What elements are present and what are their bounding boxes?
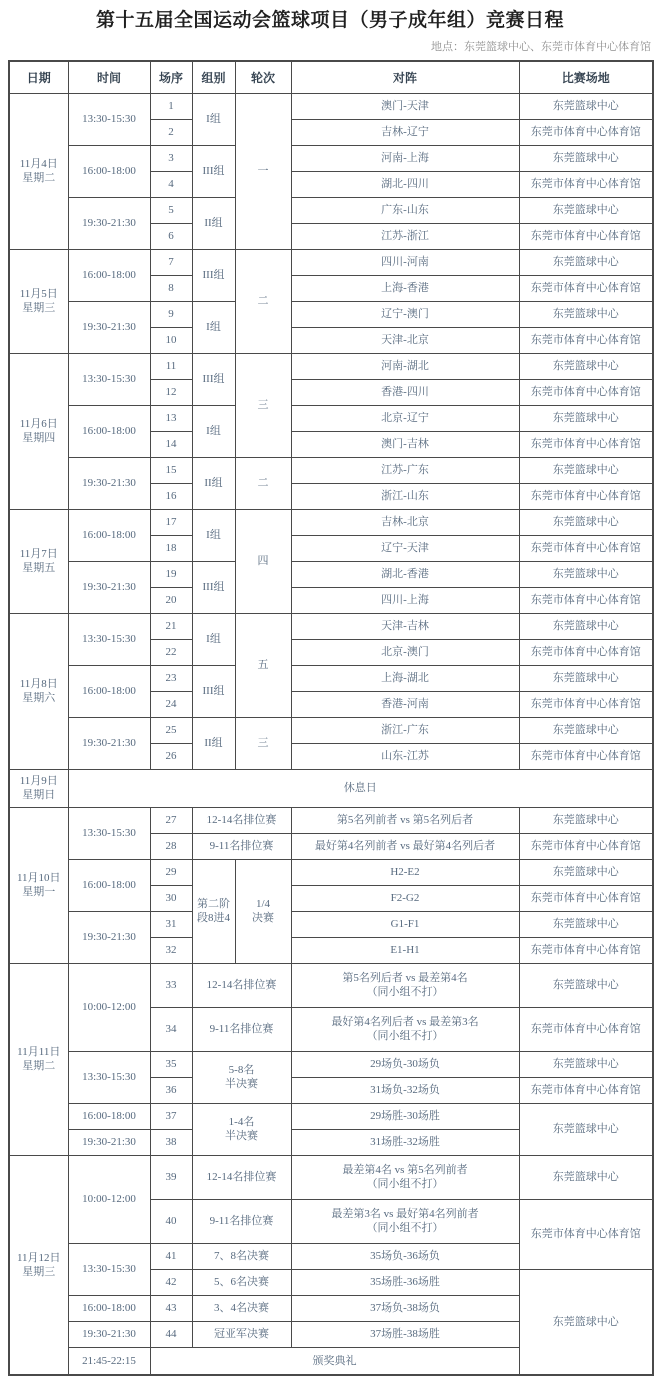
matchup-cell: 上海-香港 — [291, 275, 519, 301]
venue-cell: 东莞市体育中心体育馆 — [519, 483, 653, 509]
group-cell: III组 — [192, 665, 235, 717]
time-cell: 13:30-15:30 — [68, 353, 150, 405]
time-cell: 19:30-21:30 — [68, 1321, 150, 1347]
time-cell: 13:30-15:30 — [68, 613, 150, 665]
match-number-cell: 30 — [150, 885, 192, 911]
matchup-cell: 29场胜-30场胜 — [291, 1103, 519, 1129]
time-cell: 19:30-21:30 — [68, 1129, 150, 1155]
date-cell: 11月7日 星期五 — [9, 509, 68, 613]
venue-cell: 东莞篮球中心 — [519, 963, 653, 1007]
venue-cell: 东莞篮球中心 — [519, 1155, 653, 1199]
time-cell: 16:00-18:00 — [68, 665, 150, 717]
match-number-cell: 10 — [150, 327, 192, 353]
column-header-1: 日期 — [9, 61, 68, 93]
table-row — [9, 457, 653, 483]
time-cell: 16:00-18:00 — [68, 509, 150, 561]
matchup-cell: 湖北-香港 — [291, 561, 519, 587]
time-cell: 10:00-12:00 — [68, 1155, 150, 1243]
match-number-cell: 14 — [150, 431, 192, 457]
group-cell: I组 — [192, 509, 235, 561]
match-number-cell: 31 — [150, 911, 192, 937]
matchup-cell: 最好第4名列后者 vs 最差第3名 （同小组不打） — [291, 1007, 519, 1051]
match-number-cell: 25 — [150, 717, 192, 743]
group-cell: II组 — [192, 197, 235, 249]
table-row — [9, 561, 653, 587]
table-row — [9, 963, 653, 1007]
date-cell: 11月11日 星期二 — [9, 963, 68, 1155]
match-number-cell: 43 — [150, 1295, 192, 1321]
column-header-5: 轮次 — [235, 61, 291, 93]
match-number-cell: 5 — [150, 197, 192, 223]
group-cell: 3、4名决赛 — [192, 1295, 291, 1321]
venue-cell: 东莞篮球中心 — [519, 457, 653, 483]
table-row — [9, 665, 653, 691]
matchup-cell: 最好第4名列前者 vs 最好第4名列后者 — [291, 833, 519, 859]
matchup-cell: G1-F1 — [291, 911, 519, 937]
group-cell: I组 — [192, 405, 235, 457]
group-cell: I组 — [192, 301, 235, 353]
matchup-cell: 河南-湖北 — [291, 353, 519, 379]
table-row — [9, 859, 653, 885]
matchup-cell: E1-H1 — [291, 937, 519, 963]
matchup-cell: 湖北-四川 — [291, 171, 519, 197]
matchup-cell: 吉林-北京 — [291, 509, 519, 535]
table-row — [9, 145, 653, 171]
venue-cell: 东莞市体育中心体育馆 — [519, 431, 653, 457]
table-row — [9, 769, 653, 807]
matchup-cell: 浙江-广东 — [291, 717, 519, 743]
table-row — [9, 405, 653, 431]
group-cell: III组 — [192, 249, 235, 301]
venue-cell: 东莞篮球中心 — [519, 859, 653, 885]
match-number-cell: 38 — [150, 1129, 192, 1155]
match-number-cell: 42 — [150, 1269, 192, 1295]
venue-cell: 东莞篮球中心 — [519, 1103, 653, 1155]
matchup-cell: 最差第4名 vs 第5名列前者 （同小组不打） — [291, 1155, 519, 1199]
table-row — [9, 1051, 653, 1077]
matchup-cell: 山东-江苏 — [291, 743, 519, 769]
match-number-cell: 20 — [150, 587, 192, 613]
venue-cell: 东莞市体育中心体育馆 — [519, 327, 653, 353]
time-cell: 19:30-21:30 — [68, 457, 150, 509]
match-number-cell: 15 — [150, 457, 192, 483]
matchup-cell: 上海-湖北 — [291, 665, 519, 691]
match-number-cell: 28 — [150, 833, 192, 859]
match-number-cell: 12 — [150, 379, 192, 405]
group-cell: 1-4名 半决赛 — [192, 1103, 291, 1155]
matchup-cell: 31场负-32场负 — [291, 1077, 519, 1103]
matchup-cell: 37场负-38场负 — [291, 1295, 519, 1321]
match-number-cell: 33 — [150, 963, 192, 1007]
time-cell: 19:30-21:30 — [68, 561, 150, 613]
table-row — [9, 717, 653, 743]
matchup-cell: 35场胜-36场胜 — [291, 1269, 519, 1295]
time-cell: 19:30-21:30 — [68, 911, 150, 963]
time-cell: 16:00-18:00 — [68, 405, 150, 457]
group-cell: 12-14名排位赛 — [192, 963, 291, 1007]
table-row — [9, 613, 653, 639]
venue-cell: 东莞篮球中心 — [519, 561, 653, 587]
column-header-7: 比赛场地 — [519, 61, 653, 93]
match-number-cell: 1 — [150, 93, 192, 119]
venue-cell: 东莞篮球中心 — [519, 197, 653, 223]
group-cell: III组 — [192, 353, 235, 405]
matchup-cell: 浙江-山东 — [291, 483, 519, 509]
date-cell: 11月6日 星期四 — [9, 353, 68, 509]
time-cell: 16:00-18:00 — [68, 859, 150, 911]
ceremony-cell: 颁奖典礼 — [150, 1347, 519, 1375]
match-number-cell: 19 — [150, 561, 192, 587]
match-number-cell: 37 — [150, 1103, 192, 1129]
table-row — [9, 1103, 653, 1129]
matchup-cell: 河南-上海 — [291, 145, 519, 171]
schedule-table — [8, 60, 654, 1376]
venue-cell: 东莞篮球中心 — [519, 509, 653, 535]
date-cell: 11月12日 星期三 — [9, 1155, 68, 1375]
match-number-cell: 40 — [150, 1199, 192, 1243]
matchup-cell: 吉林-辽宁 — [291, 119, 519, 145]
date-cell: 11月5日 星期三 — [9, 249, 68, 353]
table-row — [9, 353, 653, 379]
group-cell: 9-11名排位赛 — [192, 833, 291, 859]
match-number-cell: 2 — [150, 119, 192, 145]
match-number-cell: 44 — [150, 1321, 192, 1347]
match-number-cell: 26 — [150, 743, 192, 769]
venue-cell: 东莞市体育中心体育馆 — [519, 587, 653, 613]
round-cell: 三 — [235, 353, 291, 457]
match-number-cell: 6 — [150, 223, 192, 249]
matchup-cell: 35场负-36场负 — [291, 1243, 519, 1269]
group-cell: III组 — [192, 145, 235, 197]
matchup-cell: 第5名列前者 vs 第5名列后者 — [291, 807, 519, 833]
matchup-cell: 香港-河南 — [291, 691, 519, 717]
venue-cell: 东莞市体育中心体育馆 — [519, 275, 653, 301]
table-body — [9, 93, 653, 1375]
time-cell: 16:00-18:00 — [68, 1103, 150, 1129]
match-number-cell: 23 — [150, 665, 192, 691]
group-cell: 第二阶段8进4 — [192, 859, 235, 963]
group-cell: 5、6名决赛 — [192, 1269, 291, 1295]
match-number-cell: 36 — [150, 1077, 192, 1103]
time-cell: 13:30-15:30 — [68, 93, 150, 145]
match-number-cell: 11 — [150, 353, 192, 379]
table-row — [9, 93, 653, 119]
group-cell: 9-11名排位赛 — [192, 1007, 291, 1051]
group-cell: 7、8名决赛 — [192, 1243, 291, 1269]
venue-cell: 东莞篮球中心 — [519, 249, 653, 275]
column-header-2: 时间 — [68, 61, 150, 93]
time-cell: 13:30-15:30 — [68, 1243, 150, 1295]
venue-cell: 东莞市体育中心体育馆 — [519, 171, 653, 197]
round-cell: 一 — [235, 93, 291, 249]
table-row — [9, 301, 653, 327]
matchup-cell: 四川-上海 — [291, 587, 519, 613]
time-cell: 19:30-21:30 — [68, 301, 150, 353]
venue-cell: 东莞篮球中心 — [519, 807, 653, 833]
time-cell: 16:00-18:00 — [68, 249, 150, 301]
time-cell: 13:30-15:30 — [68, 1051, 150, 1103]
group-cell: I组 — [192, 93, 235, 145]
matchup-cell: H2-E2 — [291, 859, 519, 885]
matchup-cell: 江苏-浙江 — [291, 223, 519, 249]
matchup-cell: 江苏-广东 — [291, 457, 519, 483]
group-cell: I组 — [192, 613, 235, 665]
venue-cell: 东莞篮球中心 — [519, 145, 653, 171]
match-number-cell: 34 — [150, 1007, 192, 1051]
time-cell: 16:00-18:00 — [68, 145, 150, 197]
venue-cell: 东莞市体育中心体育馆 — [519, 1077, 653, 1103]
matchup-cell: 辽宁-澳门 — [291, 301, 519, 327]
round-cell: 五 — [235, 613, 291, 717]
matchup-cell: 31场胜-32场胜 — [291, 1129, 519, 1155]
venue-cell: 东莞篮球中心 — [519, 911, 653, 937]
match-number-cell: 41 — [150, 1243, 192, 1269]
match-number-cell: 7 — [150, 249, 192, 275]
venue-cell: 东莞市体育中心体育馆 — [519, 937, 653, 963]
date-cell: 11月4日 星期二 — [9, 93, 68, 249]
table-row — [9, 509, 653, 535]
venue-cell: 东莞市体育中心体育馆 — [519, 743, 653, 769]
match-number-cell: 29 — [150, 859, 192, 885]
group-cell: 5-8名 半决赛 — [192, 1051, 291, 1103]
group-cell: 9-11名排位赛 — [192, 1199, 291, 1243]
column-header-4: 组别 — [192, 61, 235, 93]
table-row — [9, 249, 653, 275]
round-cell: 二 — [235, 457, 291, 509]
venue-cell: 东莞市体育中心体育馆 — [519, 1007, 653, 1051]
round-cell: 三 — [235, 717, 291, 769]
match-number-cell: 4 — [150, 171, 192, 197]
match-number-cell: 17 — [150, 509, 192, 535]
venue-cell: 东莞市体育中心体育馆 — [519, 379, 653, 405]
time-cell: 16:00-18:00 — [68, 1295, 150, 1321]
round-cell: 四 — [235, 509, 291, 613]
venue-cell: 东莞市体育中心体育馆 — [519, 535, 653, 561]
matchup-cell: 最差第3名 vs 最好第4名列前者 （同小组不打） — [291, 1199, 519, 1243]
table-header — [9, 61, 653, 93]
match-number-cell: 24 — [150, 691, 192, 717]
group-cell: 12-14名排位赛 — [192, 807, 291, 833]
matchup-cell: 29场负-30场负 — [291, 1051, 519, 1077]
page-title: 第十五届全国运动会篮球项目（男子成年组）竞赛日程 — [95, 10, 564, 31]
round-cell: 1/4 决赛 — [235, 859, 291, 963]
matchup-cell: 广东-山东 — [291, 197, 519, 223]
venue-cell: 东莞篮球中心 — [519, 1269, 653, 1375]
venue-cell: 东莞市体育中心体育馆 — [519, 1199, 653, 1269]
matchup-cell: 四川-河南 — [291, 249, 519, 275]
matchup-cell: 澳门-天津 — [291, 93, 519, 119]
date-cell: 11月9日 星期日 — [9, 769, 68, 807]
time-cell: 19:30-21:30 — [68, 197, 150, 249]
table-row — [9, 911, 653, 937]
matchup-cell: 天津-吉林 — [291, 613, 519, 639]
venue-cell: 东莞篮球中心 — [519, 405, 653, 431]
rest-day-cell: 休息日 — [68, 769, 653, 807]
venue-cell: 东莞市体育中心体育馆 — [519, 833, 653, 859]
time-cell: 19:30-21:30 — [68, 717, 150, 769]
group-cell: 冠亚军决赛 — [192, 1321, 291, 1347]
matchup-cell: 北京-辽宁 — [291, 405, 519, 431]
matchup-cell: 北京-澳门 — [291, 639, 519, 665]
location-note: 地点：东莞篮球中心、东莞市体育中心体育馆 — [431, 41, 651, 53]
match-number-cell: 3 — [150, 145, 192, 171]
venue-cell: 东莞篮球中心 — [519, 613, 653, 639]
table-row — [9, 807, 653, 833]
group-cell: 12-14名排位赛 — [192, 1155, 291, 1199]
matchup-cell: 第5名列后者 vs 最差第4名 （同小组不打） — [291, 963, 519, 1007]
venue-cell: 东莞市体育中心体育馆 — [519, 885, 653, 911]
time-cell: 10:00-12:00 — [68, 963, 150, 1051]
matchup-cell: F2-G2 — [291, 885, 519, 911]
time-cell: 13:30-15:30 — [68, 807, 150, 859]
match-number-cell: 13 — [150, 405, 192, 431]
venue-cell: 东莞篮球中心 — [519, 665, 653, 691]
match-number-cell: 39 — [150, 1155, 192, 1199]
match-number-cell: 35 — [150, 1051, 192, 1077]
venue-cell: 东莞市体育中心体育馆 — [519, 119, 653, 145]
time-cell: 21:45-22:15 — [68, 1347, 150, 1375]
table-row — [9, 1155, 653, 1199]
group-cell: II组 — [192, 717, 235, 769]
venue-cell: 东莞篮球中心 — [519, 353, 653, 379]
group-cell: III组 — [192, 561, 235, 613]
match-number-cell: 21 — [150, 613, 192, 639]
venue-cell: 东莞篮球中心 — [519, 1051, 653, 1077]
header-row — [9, 61, 653, 93]
round-cell: 二 — [235, 249, 291, 353]
matchup-cell: 辽宁-天津 — [291, 535, 519, 561]
date-cell: 11月10日 星期一 — [9, 807, 68, 963]
column-header-6: 对阵 — [291, 61, 519, 93]
matchup-cell: 天津-北京 — [291, 327, 519, 353]
matchup-cell: 香港-四川 — [291, 379, 519, 405]
match-number-cell: 9 — [150, 301, 192, 327]
column-header-3: 场序 — [150, 61, 192, 93]
matchup-cell: 澳门-吉林 — [291, 431, 519, 457]
match-number-cell: 18 — [150, 535, 192, 561]
venue-cell: 东莞篮球中心 — [519, 93, 653, 119]
venue-cell: 东莞市体育中心体育馆 — [519, 691, 653, 717]
match-number-cell: 27 — [150, 807, 192, 833]
venue-cell: 东莞市体育中心体育馆 — [519, 223, 653, 249]
venue-cell: 东莞篮球中心 — [519, 301, 653, 327]
matchup-cell: 37场胜-38场胜 — [291, 1321, 519, 1347]
date-cell: 11月8日 星期六 — [9, 613, 68, 769]
match-number-cell: 22 — [150, 639, 192, 665]
venue-cell: 东莞篮球中心 — [519, 717, 653, 743]
match-number-cell: 16 — [150, 483, 192, 509]
match-number-cell: 32 — [150, 937, 192, 963]
group-cell: II组 — [192, 457, 235, 509]
venue-cell: 东莞市体育中心体育馆 — [519, 639, 653, 665]
match-number-cell: 8 — [150, 275, 192, 301]
table-row — [9, 197, 653, 223]
